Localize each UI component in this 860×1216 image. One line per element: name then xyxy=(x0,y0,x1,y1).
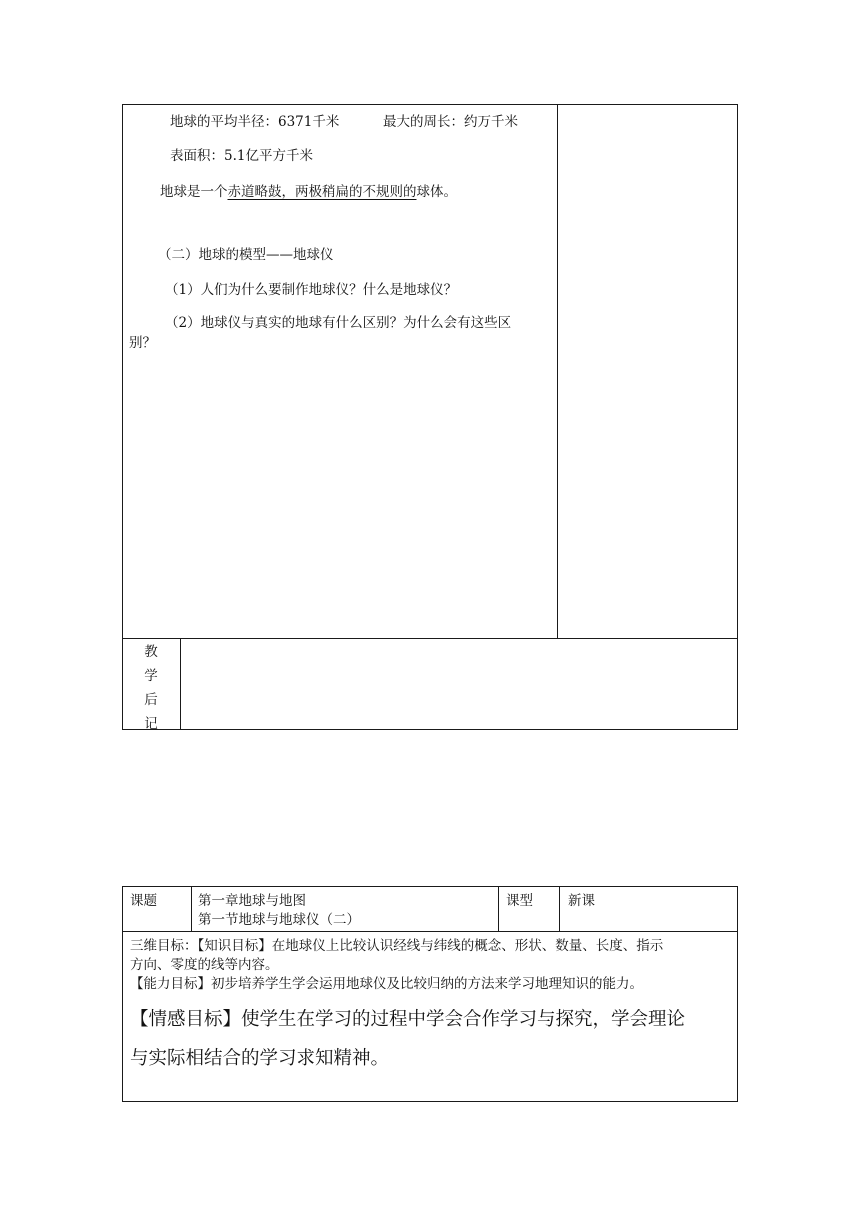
earth-shape-suffix: 球体。 xyxy=(416,184,457,200)
goals-ability: 【能力目标】初步培养学生学会运用地球仪及比较归纳的方法来学习地理知识的能力。 xyxy=(130,976,643,992)
row-divider xyxy=(122,638,738,639)
topic-section: 第一节地球与地球仪（二） xyxy=(198,912,360,928)
earth-shape-underlined: 赤道略鼓，两极稍扁的不规则的 xyxy=(227,184,417,200)
table-border-bottom xyxy=(122,1101,738,1102)
type-value: 新课 xyxy=(568,893,595,909)
topic-chapter: 第一章地球与地图 xyxy=(198,893,306,909)
table-border-top xyxy=(122,886,738,887)
topic-label: 课题 xyxy=(130,893,157,909)
reflection-char: 教 xyxy=(144,644,158,660)
reflection-label xyxy=(122,640,180,736)
type-label: 课型 xyxy=(506,893,533,909)
table-border-right xyxy=(737,104,738,730)
goals-emotion-line-1: 【情感目标】使学生在学习的过程中学会合作学习与探究，学会理论 xyxy=(130,1009,686,1030)
goals-emotion-line-2: 与实际相结合的学习求知精神。 xyxy=(130,1048,390,1069)
column-divider xyxy=(557,104,558,638)
reflection-char: 学 xyxy=(144,668,158,684)
table-border-right xyxy=(737,886,738,1102)
table-border-left xyxy=(122,104,123,730)
label-column-divider xyxy=(180,638,181,730)
reflection-char: 后 xyxy=(144,692,158,708)
question-1: （1）人们为什么要制作地球仪？什么是地球仪？ xyxy=(165,282,458,298)
goals-knowledge-line-2: 方向、零度的线等内容。 xyxy=(130,957,279,973)
earth-shape-sentence xyxy=(160,182,457,202)
earth-surface-area-text: 表面积：5.1亿平方千米 xyxy=(170,148,313,164)
question-2-line-1: （2）地球仪与真实的地球有什么区别？为什么会有这些区 xyxy=(165,315,512,331)
table-border-top xyxy=(122,104,738,105)
question-2-line-2: 别？ xyxy=(129,335,156,351)
earth-shape-prefix: 地球是一个 xyxy=(160,184,228,200)
header-divider-3 xyxy=(559,886,560,931)
earth-circumference-text: 最大的周长：约万千米 xyxy=(383,114,518,130)
earth-radius-text: 地球的平均半径：6371千米 xyxy=(170,114,340,130)
reflection-char: 记 xyxy=(144,716,158,732)
header-row-divider xyxy=(122,931,738,932)
header-divider-1 xyxy=(191,886,192,931)
table-border-bottom xyxy=(122,729,738,730)
section-heading: （二）地球的模型——地球仪 xyxy=(158,247,334,263)
header-divider-2 xyxy=(498,886,499,931)
table-border-left xyxy=(122,886,123,1102)
goals-knowledge-line-1: 三维目标：【知识目标】在地球仪上比较认识经线与纬线的概念、形状、数量、长度、指示 xyxy=(130,938,664,954)
